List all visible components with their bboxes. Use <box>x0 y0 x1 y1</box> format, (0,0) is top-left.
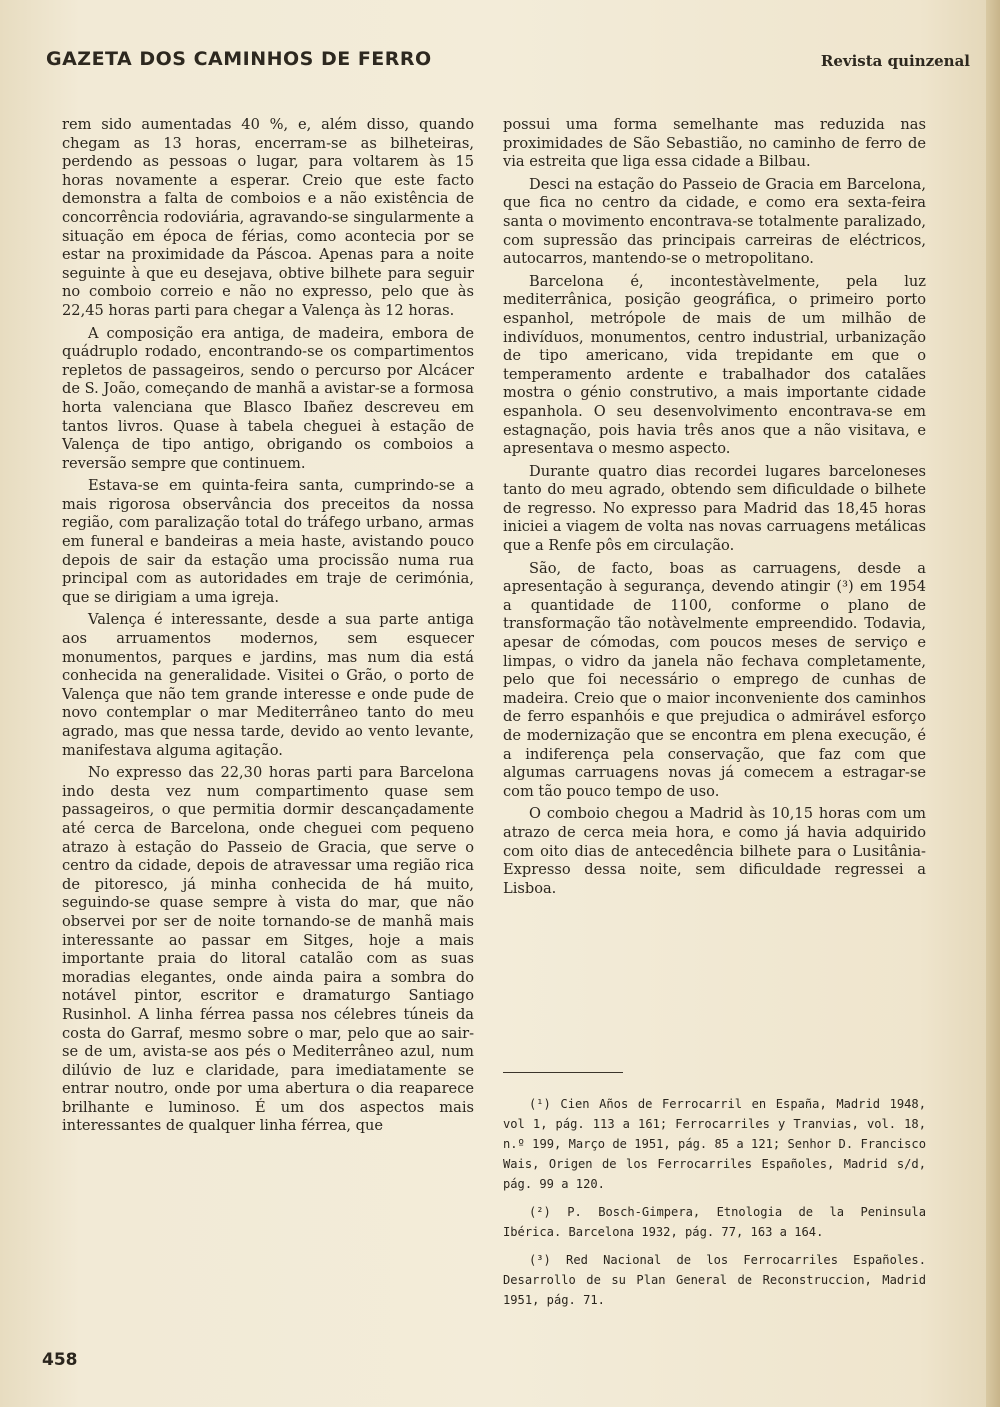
right-column <box>503 116 926 902</box>
page-number: 458 <box>42 1350 78 1370</box>
paragraph: Barcelona é, incontestàvelmente, pela luz mediterrânica, posição geográfica, o primeiro porto espanhol, metrópole de mais de um milhão de indivíduos, monumentos, centro industrial, urbanização de tipo americano, vida trepidante em que o temperamento ardente e trabalhador dos catalães mostra o génio construtivo, a mais importante cidade espanhola. O seu desenvolvimento encontrava-se em estagnação, pois havia três anos que a não visitava, e apresentava o mesmo aspecto. <box>503 272 926 458</box>
footnote-2: (²) P. Bosch-Gimpera, Etnologia de la Peninsula Ibérica. Barcelona 1932, pág. 77, 163 a 164. <box>503 1205 926 1239</box>
paragraph: São, de facto, boas as carruagens, desde a apresentação à segurança, devendo atingir (³) em 1954 a quantidade de 1100, conforme o plano de transformação tão notàvelmente empreendido. Todavia, apesar de cómodas, com poucos meses de serviço e limpas, o vidro da janela não fechava completamente, pelo que foi necessário o emprego de cunhas de madeira. Creio que o maior inconveniente dos caminhos de ferro espanhóis e que prejudica o admirável esforço de modernização que se encontra em plena execução, é a indiferença pela conservação, que faz com que algumas carruagens novas já comecem a estragar-se com tão pouco tempo de uso. <box>503 559 926 800</box>
running-head <box>46 48 970 78</box>
page-edge-shadow <box>986 0 1000 1407</box>
journal-title: GAZETA DOS CAMINHOS DE FERRO <box>46 48 432 70</box>
paragraph: A composição era antiga, de madeira, embora de quádruplo rodado, encontrando-se os compartimentos repletos de passageiros, sendo o percurso por Alcácer de S. João, começando de manhã a avistar-se a formosa horta valenciana que Blasco Ibañez descreveu em tantos livros. Quase à tabela cheguei à estação de Valença de tipo antigo, obrigando os comboios a reversão sempre que continuem. <box>62 324 474 472</box>
footnote-1: (¹) Cien Años de Ferrocarril en España, Madrid 1948, vol 1, pág. 113 a 161; Ferrocarriles y Tranvias, vol. 18, n.º 199, Março de 1951, pág. 85 a 121; Senhor D. Francisco Wais, Origen de los Ferrocarriles Españoles, Madrid s/d, pág. 99 a 120. <box>503 1097 926 1191</box>
paragraph: rem sido aumentadas 40 %, e, além disso, quando chegam as 13 horas, encerram-se as bilheteiras, perdendo as pessoas o lugar, para voltarem às 15 horas novamente a esperar. Creio que este facto demonstra a falta de comboios e a não existência de concorrência rodoviária, agravando-se singularmente a situação em época de férias, como acontecia por se estar na proximidade da Páscoa. Apenas para a noite seguinte à que eu desejava, obtive bilhete para seguir no comboio correio e não no expresso, pelo que às 22,45 horas parti para chegar a Valença às 12 horas. <box>62 116 474 319</box>
footnote-divider <box>503 1072 623 1073</box>
footnote-3: (³) Red Nacional de los Ferrocarriles Españoles. Desarrollo de su Plan General de Reconstruccion, Madrid 1951, pág. 71. <box>503 1253 926 1307</box>
journal-subtitle: Revista quinzenal <box>820 52 970 70</box>
footnotes <box>503 1094 926 1318</box>
left-column <box>62 116 474 1140</box>
paragraph: O comboio chegou a Madrid às 10,15 horas com um atrazo de cerca meia hora, e como já havia adquirido com oito dias de antecedência bilhete para o Lusitânia-Expresso dessa noite, sem dificuldade regressei a Lisboa. <box>503 805 926 897</box>
paragraph: Valença é interessante, desde a sua parte antiga aos arruamentos modernos, sem esquecer monumentos, parques e jardins, mas num dia está conhecida na generalidade. Visitei o Grão, o porto de Valença que não tem grande interesse e onde pude de novo contemplar o mar Mediterrâneo tanto do meu agrado, mas que nessa tarde, devido ao vento levante, manifestava alguma agitação. <box>62 611 474 759</box>
paragraph: No expresso das 22,30 horas parti para Barcelona indo desta vez num compartimento quase sem passageiros, o que permitia dormir descançadamente até cerca de Barcelona, onde cheguei com pequeno atrazo à estação do Passeio de Gracia, que serve o centro da cidade, depois de atravessar uma região rica de pitoresco, já minha conhecida de há muito, seguindo-se quase sempre à vista do mar, que não observei por ser de noite tornando-se de manhã mais interessante ao passar em Sitges, hoje a mais importante praia do litoral catalão com as suas moradias elegantes, onde ainda paira a sombra do notável pintor, escritor e dramaturgo Santiago Rusinhol. A linha férrea passa nos célebres túneis da costa do Garraf, mesmo sobre o mar, pelo que ao sair-se de um, avista-se aos pés o Mediterrâneo azul, num dilúvio de luz e claridade, para imediatamente se entrar noutro, onde por uma abertura o dia reaparece brilhante e luminoso. É um dos aspectos mais interessantes de qualquer linha férrea, que <box>62 764 474 1135</box>
paragraph: Desci na estação do Passeio de Gracia em Barcelona, que fica no centro da cidade, e como era sexta-feira santa o movimento encontrava-se totalmente paralizado, com supressão das principais carreiras de eléctricos, autocarros, mantendo-se o metropolitano. <box>503 175 926 268</box>
paragraph: possui uma forma semelhante mas reduzida nas proximidades de São Sebastião, no caminho de ferro de via estreita que liga essa cidade a Bilbau. <box>503 116 926 171</box>
paragraph: Durante quatro dias recordei lugares barceloneses tanto do meu agrado, obtendo sem dificuldade o bilhete de regresso. No expresso para Madrid das 18,45 horas iniciei a viagem de volta nas novas carruagens metálicas que a Renfe pôs em circulação. <box>503 462 926 555</box>
paragraph: Estava-se em quinta-feira santa, cumprindo-se a mais rigorosa observância dos preceitos da nossa região, com paralização total do tráfego urbano, armas em funeral e bandeiras a meia haste, avistando pouco depois de sair da estação uma procissão numa rua principal com as autoridades em traje de cerimónia, que se dirigiam a uma igreja. <box>62 477 474 606</box>
